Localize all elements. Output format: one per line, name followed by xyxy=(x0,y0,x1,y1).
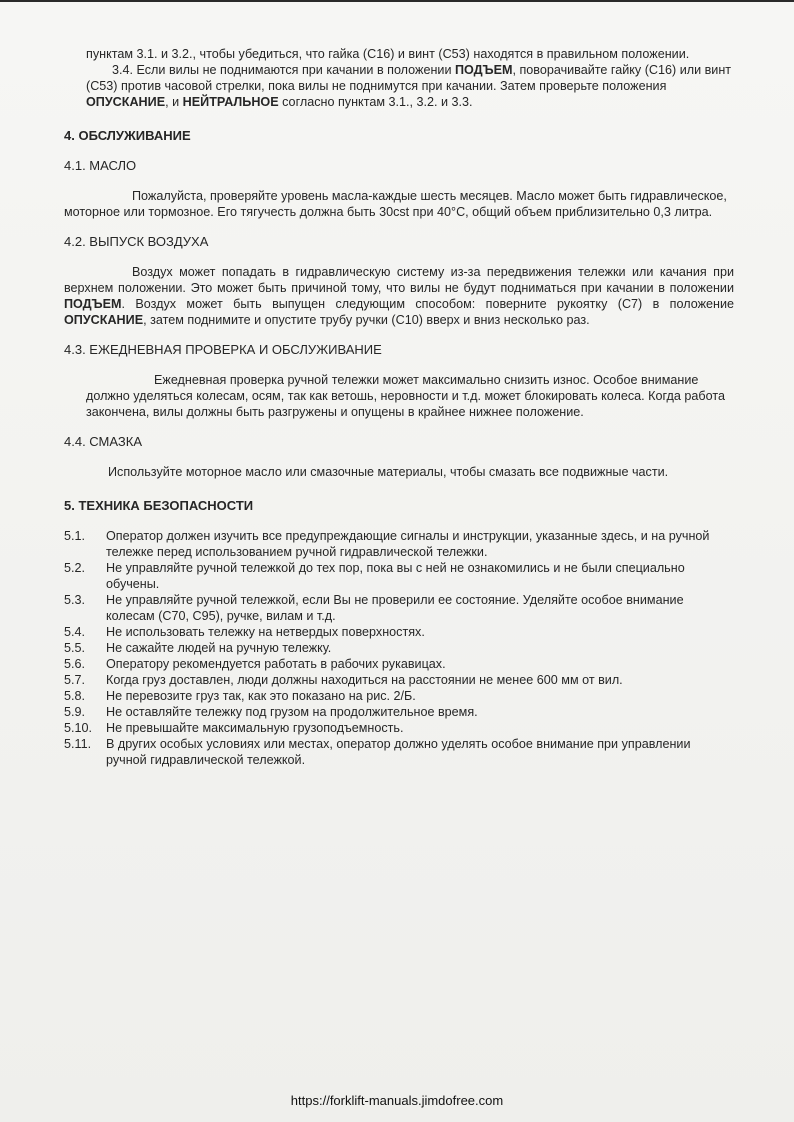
section-4-1-text: Пожалуйста, проверяйте уровень масла-каждые шесть месяцев. Масло может быть гидравлическое, моторное или тормозное. Его тягучесть должна быть 30cst при 40°С, общий объем приблизительно 0,3 литра. xyxy=(64,189,727,219)
paragraph-3-4: 3.4. Если вилы не поднимаются при качании в положении ПОДЪЕМ, поворачивайте гайку (С16) или винт (С53) против часовой стрелки, пока вилы не поднимутся при качании. Затем проверьте положения ОПУСКАНИЕ, и НЕЙТРАЛЬНОЕ согласно пунктам 3.1., 3.2. и 3.3. xyxy=(86,63,732,109)
list-item: 5.3. Не управляйте ручной тележкой, если Вы не проверили ее состояние. Уделяйте особое внимание колесам (С70, С95), ручке, вилам и т.д. xyxy=(64,593,684,623)
bold-lift: ПОДЪЕМ xyxy=(454,63,513,77)
section-4-title: 4. ОБСЛУЖИВАНИЕ xyxy=(64,128,191,143)
list-item: 5.1. Оператор должен изучить все предупреждающие сигналы и инструкции, указанные здесь, и на ручной тележке перед использованием ручной гидравлической тележки. xyxy=(64,529,710,559)
list-item: 5.2. Не управляйте ручной тележкой до тех пор, пока вы с ней не ознакомились и не были специально обучены. xyxy=(64,561,685,591)
bold-lowering: ОПУСКАНИЕ xyxy=(86,95,166,109)
section-4-1-title: 4.1. МАСЛО xyxy=(64,158,137,173)
intro-continuation: пунктам 3.1. и 3.2., чтобы убедиться, что гайка (С16) и винт (С53) находятся в правильном положении. xyxy=(86,47,690,61)
scan-top-edge xyxy=(0,0,794,2)
list-item: 5.6. Оператору рекомендуется работать в рабочих рукавицах. xyxy=(64,657,446,671)
list-item: 5.8. Не перевозите груз так, как это показано на рис. 2/Б. xyxy=(64,689,416,703)
section-4-3-title: 4.3. ЕЖЕДНЕВНАЯ ПРОВЕРКА И ОБСЛУЖИВАНИЕ xyxy=(64,342,382,357)
list-item: 5.10. Не превышайте максимальную грузоподъемность. xyxy=(64,721,404,735)
section-5-title: 5. ТЕХНИКА БЕЗОПАСНОСТИ xyxy=(64,498,254,513)
section-4-2-text: Воздух может попадать в гидравлическую систему из-за передвижения тележки или качания при верхнем положении. Это может быть причиной тому, что вилы не будут подниматься при качании в положении ПОДЪЕМ. Воздух может быть выпущен следующим способом: поверните рукоятку (С7) в положение ОПУСКАНИЕ, затем поднимите и опустите трубу ручки (С10) вверх и вниз несколько раз. xyxy=(64,265,734,327)
list-item: 5.7. Когда груз доставлен, люди должны находиться на расстоянии не менее 600 мм от вил. xyxy=(64,673,623,687)
footer-url[interactable]: https://forklift-manuals.jimdofree.com xyxy=(290,1093,504,1108)
list-item: 5.9. Не оставляйте тележку под грузом на продолжительное время. xyxy=(64,705,478,719)
bold-lift-2: ПОДЪЕМ xyxy=(64,297,122,311)
section-4-2-title: 4.2. ВЫПУСК ВОЗДУХА xyxy=(64,234,209,249)
section-4-4-title: 4.4. СМАЗКА xyxy=(64,434,142,449)
bold-lowering-2: ОПУСКАНИЕ xyxy=(64,313,144,327)
section-4-3-text: Ежедневная проверка ручной тележки может максимально снизить износ. Особое внимание должно уделяться колесам, осям, так как ветошь, неровности и т.д. может блокировать колеса. Когда работа закончена, вилы должны быть разгружены и опущены в крайнее нижнее положение. xyxy=(86,373,725,419)
section-4-4-text: Используйте моторное масло или смазочные материалы, чтобы смазать все подвижные части. xyxy=(108,465,669,479)
safety-list xyxy=(64,528,734,768)
bold-neutral: НЕЙТРАЛЬНОЕ xyxy=(182,95,279,109)
list-item: 5.11. В других особых условиях или местах, оператор должно уделять особое внимание при управлении ручной гидравлической тележкой. xyxy=(64,737,691,767)
list-item: 5.5. Не сажайте людей на ручную тележку. xyxy=(64,641,332,655)
list-item: 5.4. Не использовать тележку на нетвердых поверхностях. xyxy=(64,625,425,639)
